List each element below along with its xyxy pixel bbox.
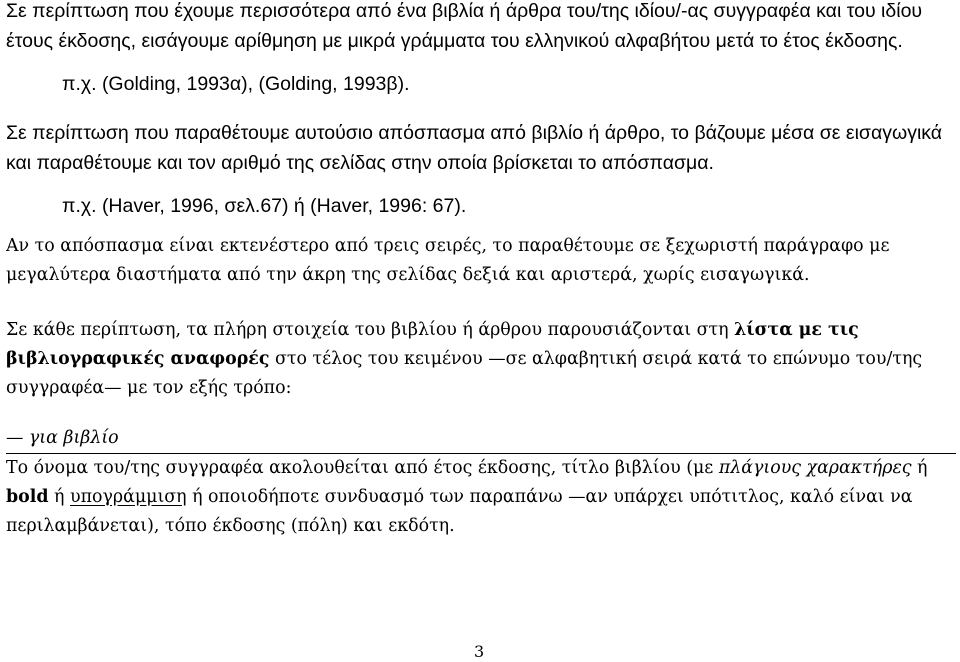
example-golding: π.χ. (Golding, 1993α), (Golding, 1993β). [62,73,410,95]
paragraph-reference-list: Σε κάθε περίπτωση, τα πλήρη στοιχεία του βιβλίου ή άρθρου παρουσιάζονται στη λίστα με τις βιβλιογραφικές αναφορές στο τέλος του κειμένου —σε αλφαβητική σειρά κατά το επώνυμο του/της συγγραφέα— με τον εξής τρόπο: [6,320,923,398]
paragraph-book-format: Το όνομα του/της συγγραφέα ακολουθείται από έτος έκδοσης, τίτλο βιβλίου (με πλάγιους χαρακτήρες ή bold ή υπογράμμιση ή οποιοδήποτε συνδυασμό των παραπάνω —αν υπάρχει υπότιτλος, καλό είναι να περιλαμβάνεται), τόπο έκδοσης (πόλη) και εκδότη. [6,458,928,536]
document-page [6,0,956,541]
italic-example: πλάγιους χαρακτήρες [718,458,912,478]
underline-example: υπογράμμιση [70,487,187,507]
section-heading-book: — για βιβλίο [6,424,956,454]
paragraph-multiple-works: Σε περίπτωση που έχουμε περισσότερα από ένα βιβλία ή άρθρα του/της ιδίου/-ας συγγραφέα και του ιδίου έτους έκδοσης, εισάγουμε αρίθμηση με μικρά γράμματα του ελληνικού αλφαβήτου μετά το έτος έκδοσης. [6,0,923,52]
paragraph-long-quote: Αν το απόσπασμα είναι εκτενέστερο από τρεις σειρές, το παραθέτουμε σε ξεχωριστή παράγραφο με μεγαλύτερα διαστήματα από την άκρη της σελίδας δεξιά και αριστερά, χωρίς εισαγωγικά. [6,236,890,285]
paragraph-direct-quote: Σε περίπτωση που παραθέτουμε αυτούσιο απόσπασμα από βιβλίο ή άρθρο, το βάζουμε μέσα σε εισαγωγικά και παραθέτουμε και τον αριθμό της σελίδας στην οποία βρίσκεται το απόσπασμα. [6,122,943,174]
page-number: 3 [474,642,485,661]
bold-example: bold [6,487,49,507]
reference-list-term: λίστα με τις βιβλιογραφικές αναφορές [6,320,859,369]
example-haver: π.χ. (Haver, 1996, σελ.67) ή (Haver, 1996: 67). [62,195,467,217]
